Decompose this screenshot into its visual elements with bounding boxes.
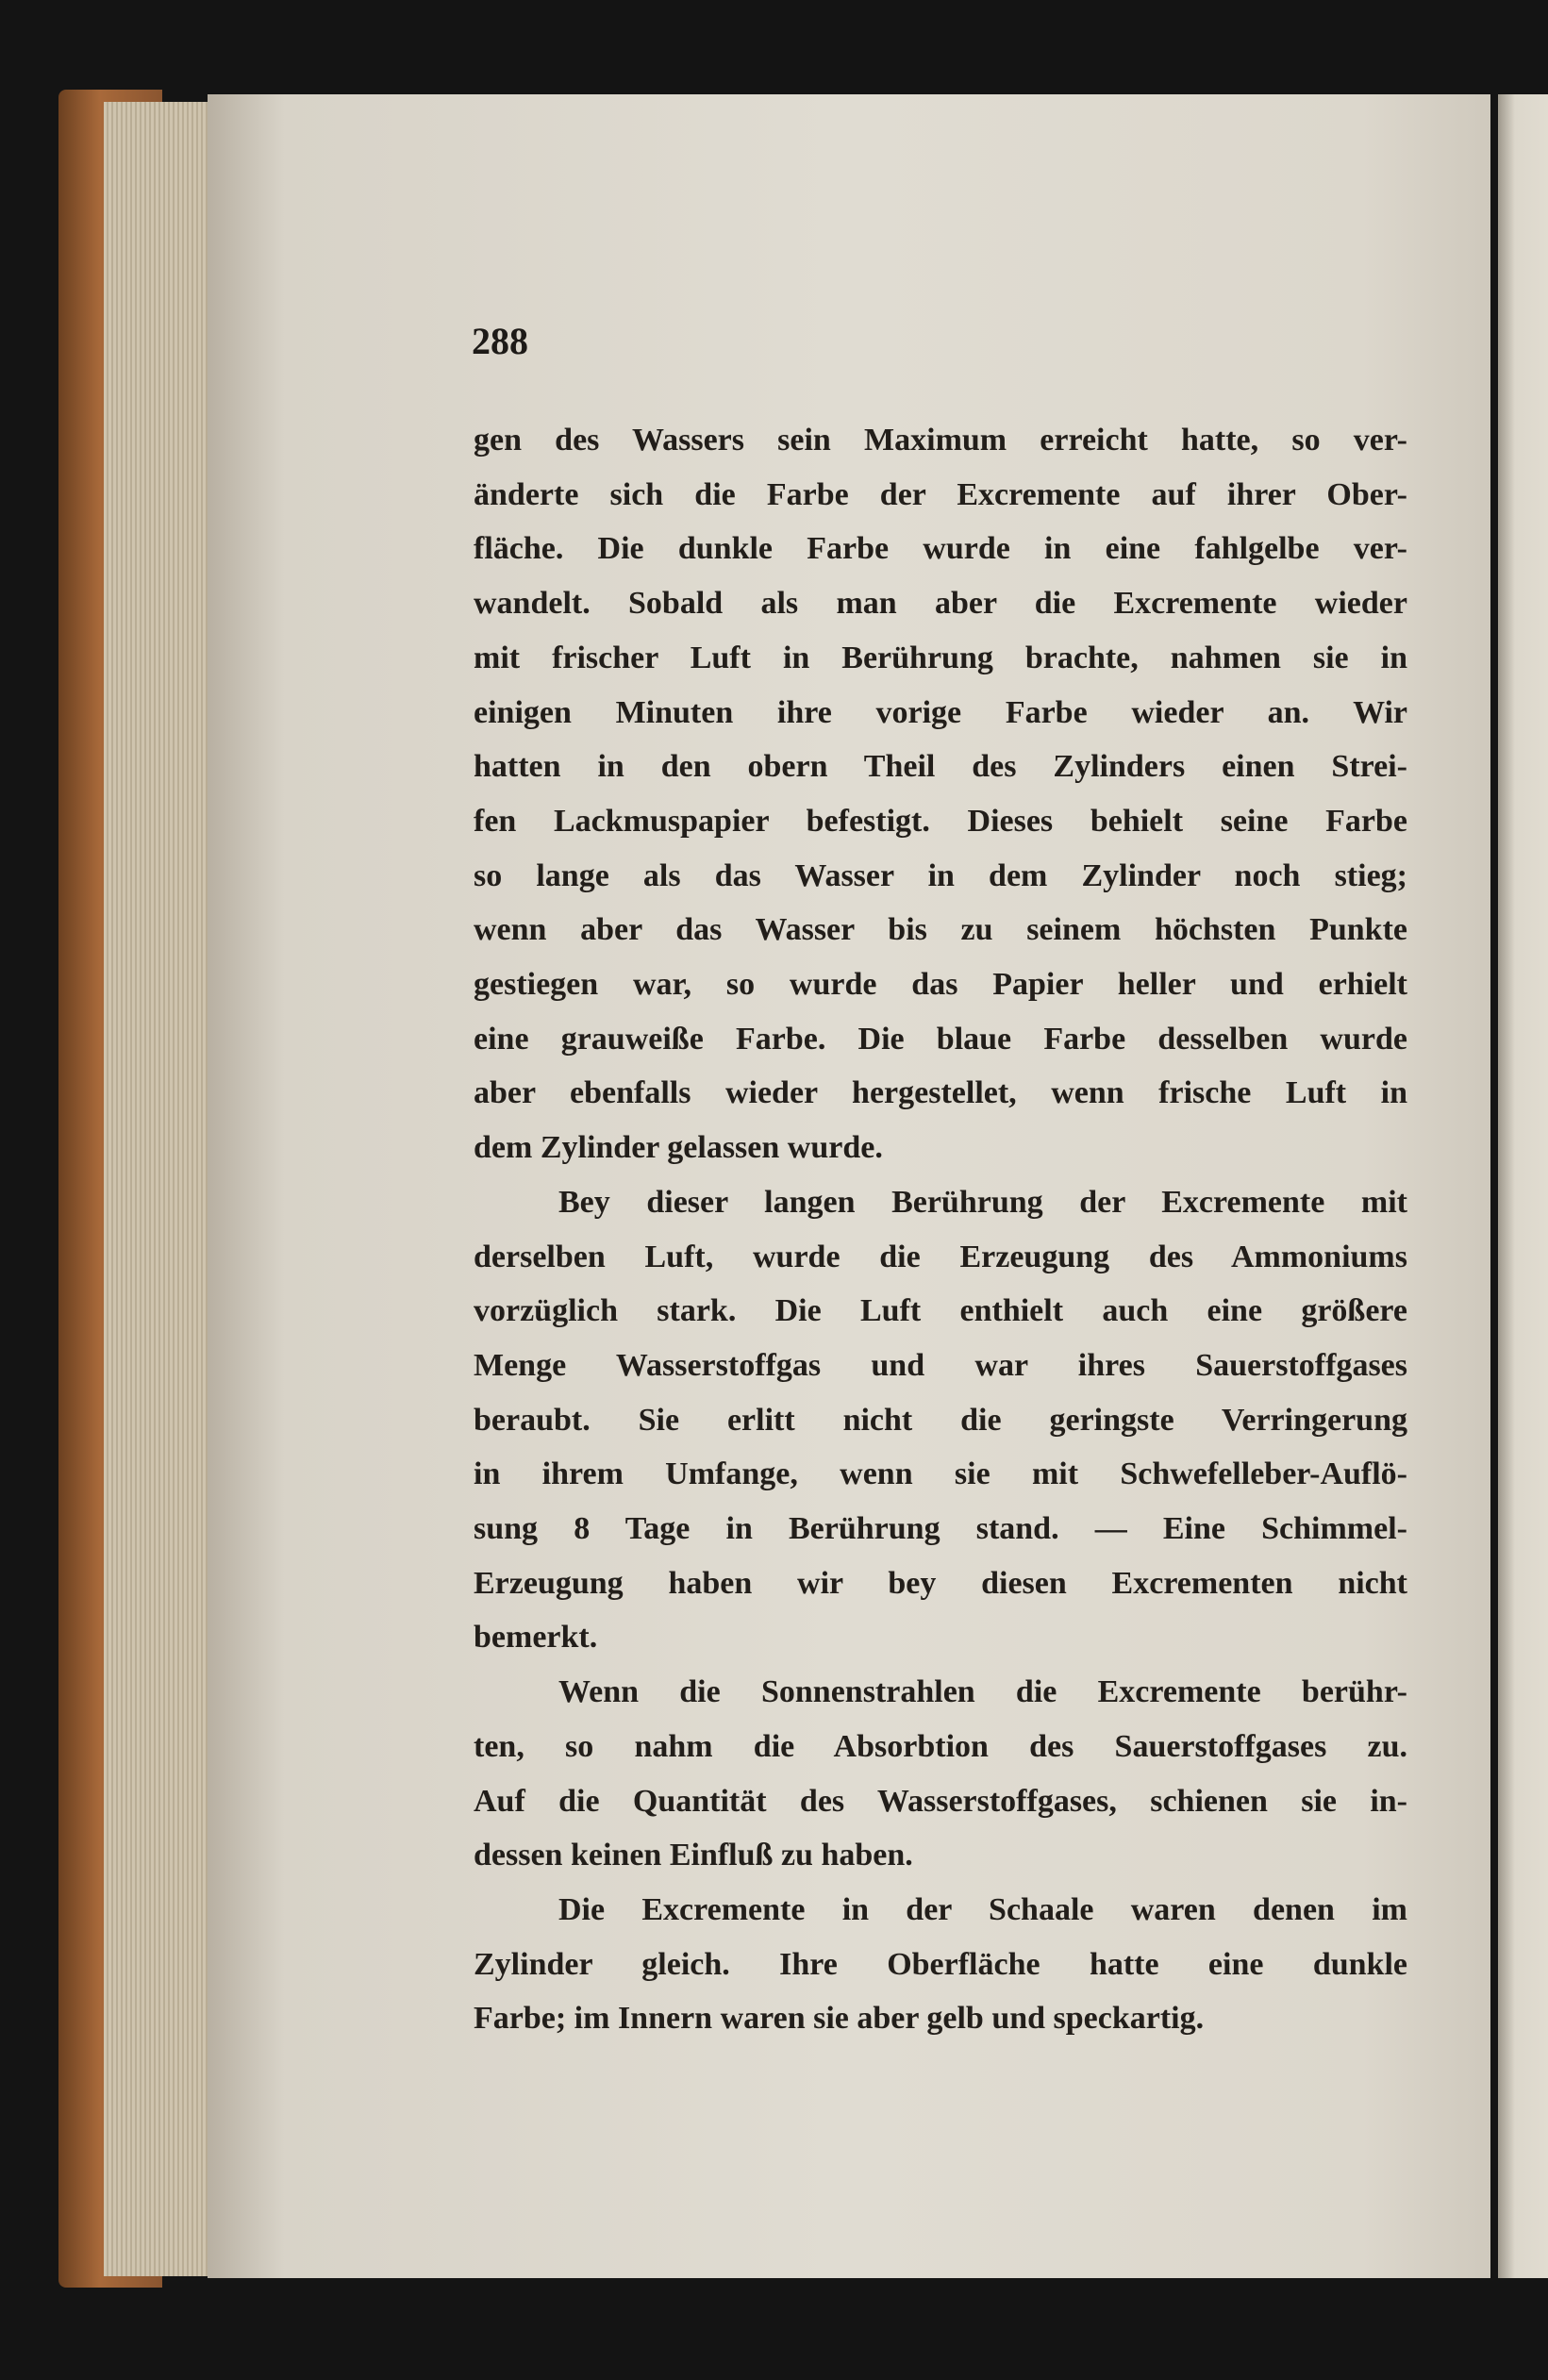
text-line: Erzeugung haben wir bey diesen Excrementen nicht bbox=[474, 1565, 1407, 1601]
text-line: fläche. Die dunkle Farbe wurde in eine fahlgelbe ver- bbox=[474, 531, 1407, 567]
text-line: wenn aber das Wasser bis zu seinem höchsten Punkte bbox=[474, 912, 1407, 948]
facing-page-edge bbox=[1498, 94, 1548, 2278]
text-line: fen Lackmuspapier befestigt. Dieses behielt seine Farbe bbox=[474, 803, 1407, 839]
text-line: eine grauweiße Farbe. Die blaue Farbe desselben wurde bbox=[474, 1021, 1407, 1057]
paragraph bbox=[474, 1883, 1407, 2046]
paragraph bbox=[474, 1665, 1407, 1883]
page-edges bbox=[104, 102, 217, 2276]
text-line: Farbe; im Innern waren sie aber gelb und speckartig. bbox=[474, 2001, 1205, 2037]
text-line: Wenn die Sonnenstrahlen die Excremente berühr- bbox=[558, 1674, 1407, 1710]
paragraph bbox=[474, 413, 1407, 1175]
text-line: hatten in den obern Theil des Zylinders einen Strei- bbox=[474, 749, 1407, 785]
paragraph bbox=[474, 1175, 1407, 1665]
text-line: Bey dieser langen Berührung der Excremente mit bbox=[558, 1184, 1407, 1220]
text-line: dessen keinen Einfluß zu haben. bbox=[474, 1838, 913, 1873]
text-line: Menge Wasserstoffgas und war ihres Sauerstoffgases bbox=[474, 1347, 1407, 1383]
text-line: änderte sich die Farbe der Excremente auf ihrer Ober- bbox=[474, 476, 1407, 512]
text-line: aber ebenfalls wieder hergestellet, wenn frische Luft in bbox=[474, 1075, 1407, 1111]
text-line: derselben Luft, wurde die Erzeugung des Ammoniums bbox=[474, 1239, 1407, 1274]
text-line: Die Excremente in der Schaale waren denen im bbox=[558, 1891, 1407, 1927]
text-line: so lange als das Wasser in dem Zylinder noch stieg; bbox=[474, 857, 1407, 893]
text-line: wandelt. Sobald als man aber die Excremente wieder bbox=[474, 586, 1407, 622]
text-line: bemerkt. bbox=[474, 1620, 598, 1656]
text-line: sung 8 Tage in Berührung stand. — Eine Schimmel- bbox=[474, 1511, 1407, 1547]
body-text bbox=[474, 413, 1407, 2046]
text-line: gestiegen war, so wurde das Papier heller und erhielt bbox=[474, 967, 1407, 1003]
text-line: Auf die Quantität des Wasserstoffgases, schienen sie in- bbox=[474, 1783, 1407, 1819]
text-line: mit frischer Luft in Berührung brachte, nahmen sie in bbox=[474, 640, 1407, 675]
text-line: gen des Wassers sein Maximum erreicht hatte, so ver- bbox=[474, 423, 1407, 458]
text-line: beraubt. Sie erlitt nicht die geringste Verringerung bbox=[474, 1402, 1407, 1438]
text-line: in ihrem Umfange, wenn sie mit Schwefelleber-Auflö- bbox=[474, 1456, 1407, 1492]
text-line: ten, so nahm die Absorbtion des Sauerstoffgases zu. bbox=[474, 1728, 1407, 1764]
text-line: einigen Minuten ihre vorige Farbe wieder an. Wir bbox=[474, 694, 1407, 730]
text-line: Zylinder gleich. Ihre Oberfläche hatte eine dunkle bbox=[474, 1946, 1407, 1982]
text-line: vorzüglich stark. Die Luft enthielt auch eine größere bbox=[474, 1293, 1407, 1329]
page-number: 288 bbox=[472, 320, 528, 362]
text-line: dem Zylinder gelassen wurde. bbox=[474, 1130, 883, 1166]
